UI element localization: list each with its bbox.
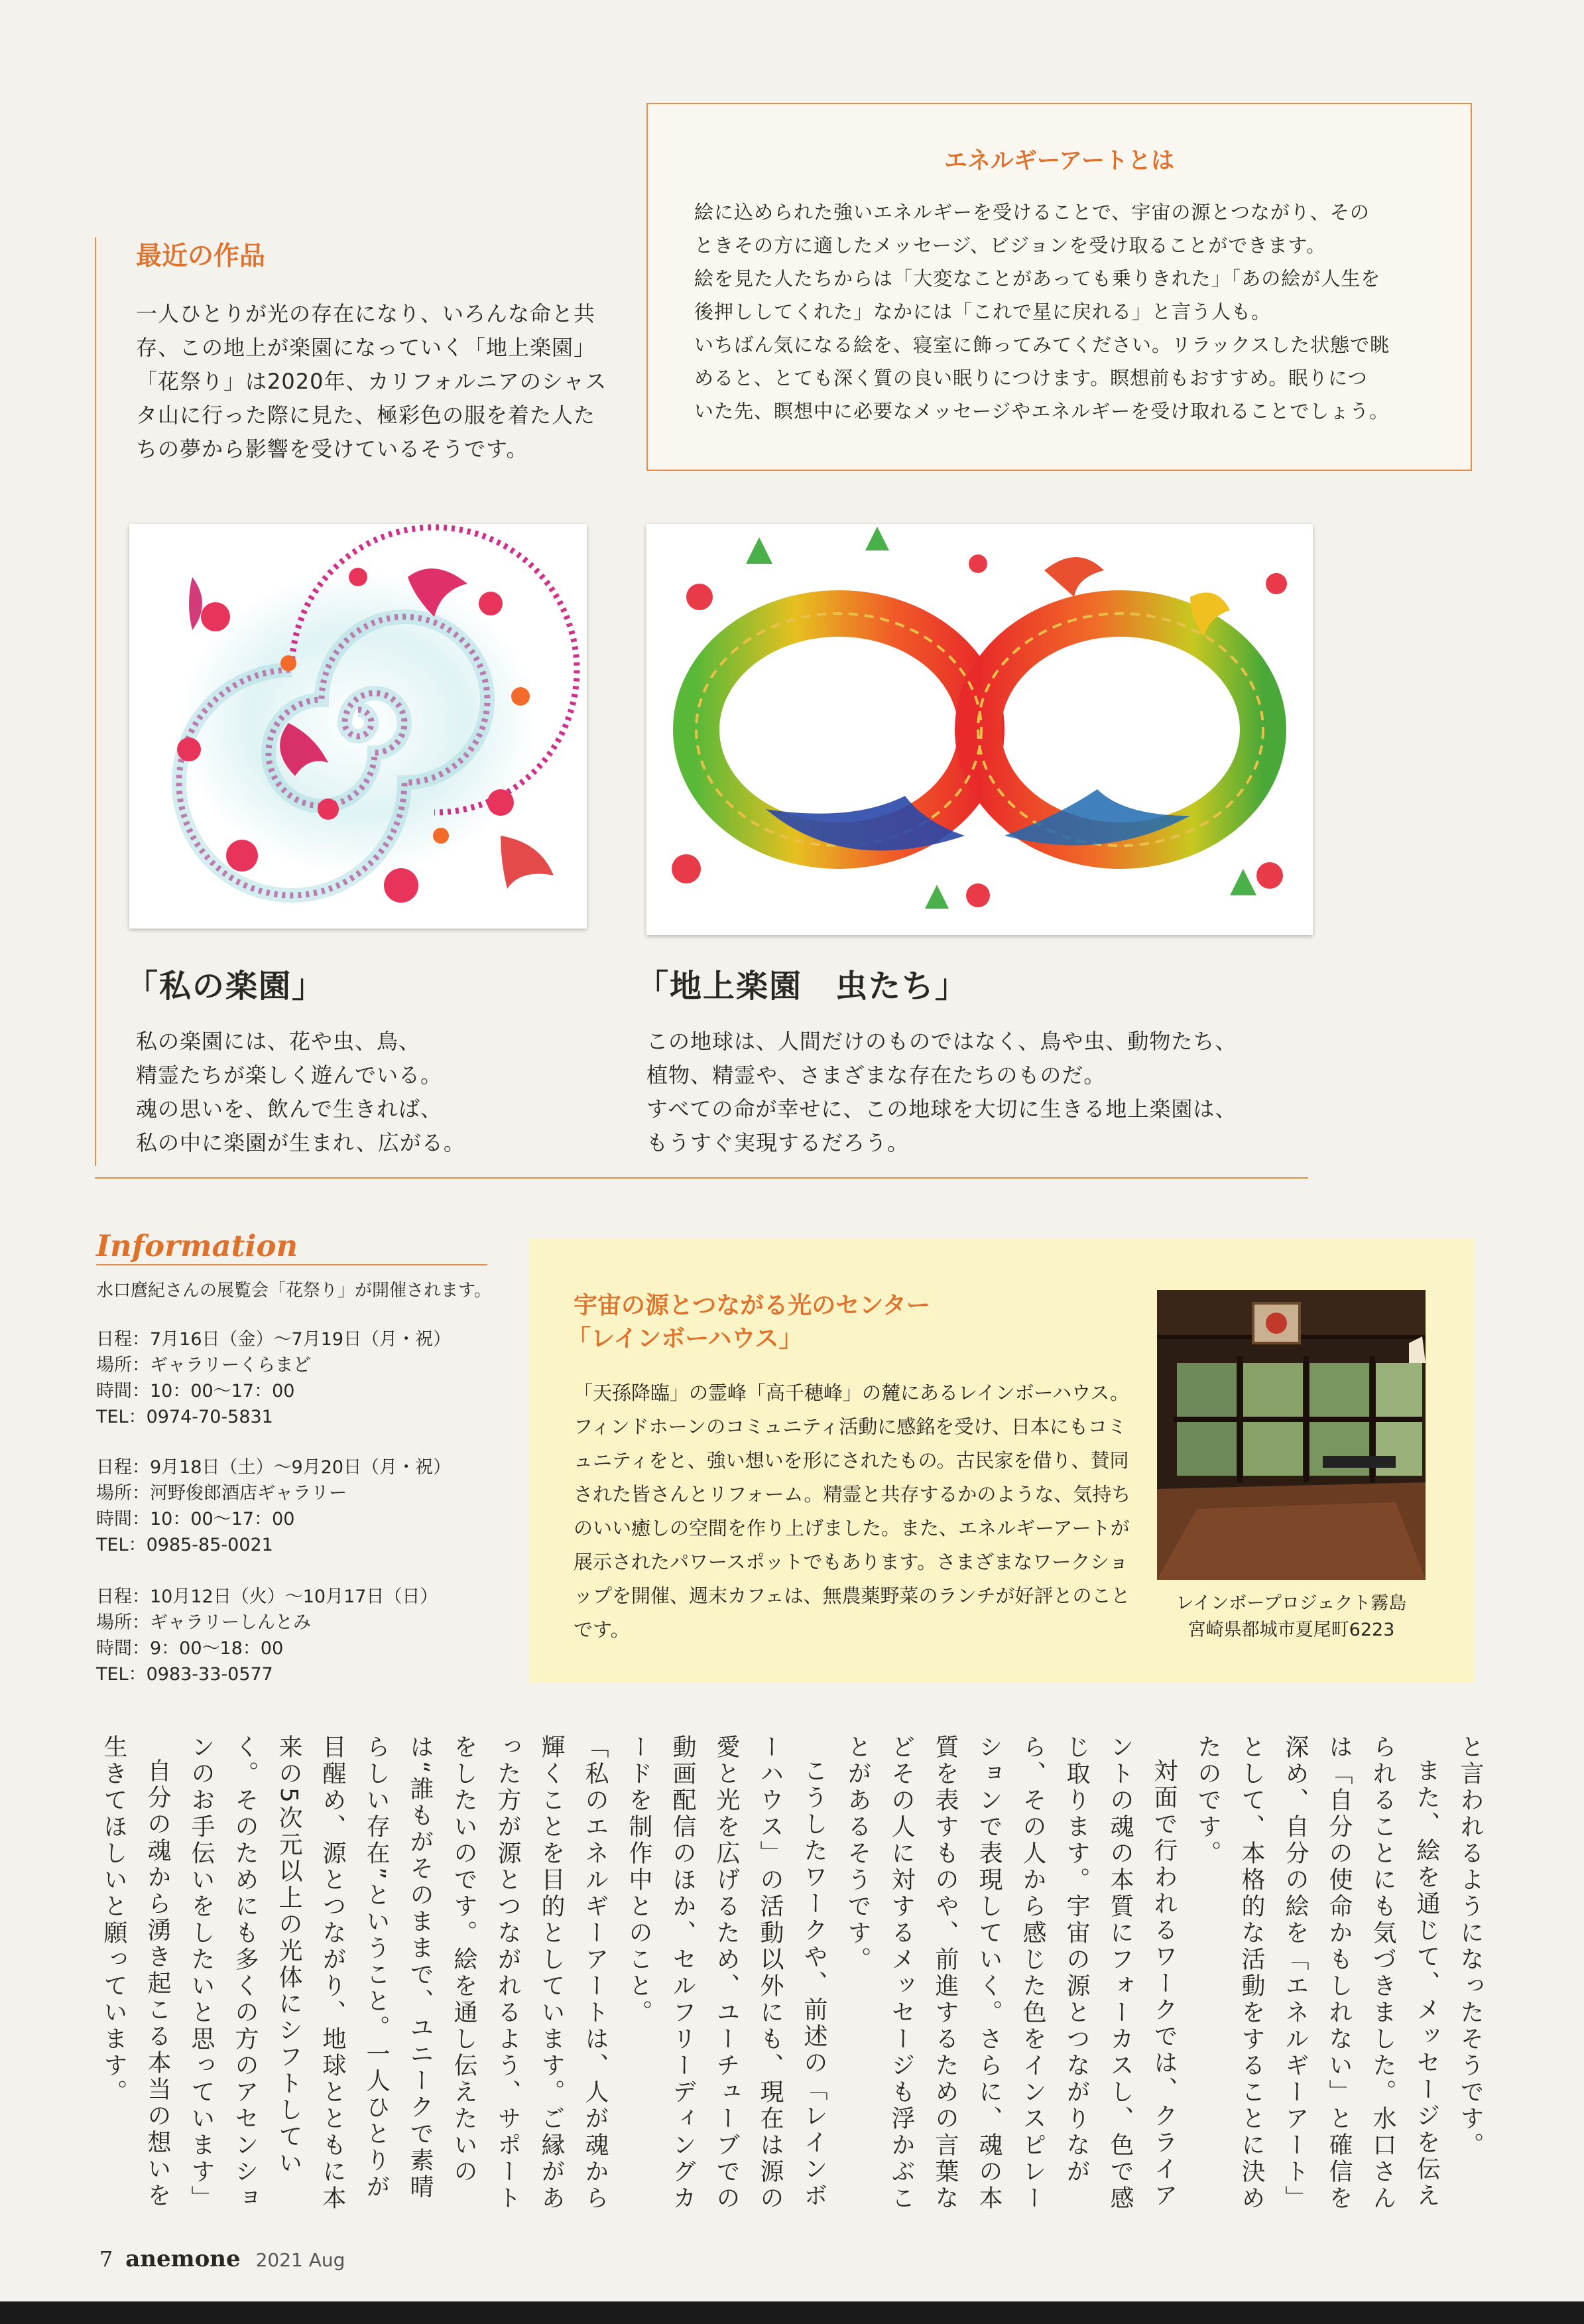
artwork-description-line: 植物、精霊や、さまざまな存在たちのものだ。 xyxy=(646,1063,1106,1088)
information-rule xyxy=(96,1264,487,1265)
event-place: 場所：河野俊郎酒店ギャラリー xyxy=(96,1483,347,1504)
page-number: 7 xyxy=(99,2246,113,2272)
event-time: 時間：10：00～17：00 xyxy=(96,1509,295,1529)
infinity-nature-artwork xyxy=(646,524,1313,935)
energy-art-line: いた先、瞑想中に必要なメッセージやエネルギーを受け取れることでしょう。 xyxy=(694,400,1390,422)
artwork-description-line: 私の中に楽園が生まれ、広がる。 xyxy=(136,1130,465,1155)
interior-photo-svg xyxy=(1157,1290,1426,1580)
artwork-title: 「地上楽園 虫たち」 xyxy=(637,968,969,1005)
energy-art-line: 絵に込められた強いエネルギーを受けることで、宇宙の源とつながり、その xyxy=(694,201,1370,224)
information-intro: 水口麿紀さんの展覧会「花祭り」が開催されます。 xyxy=(96,1281,491,1301)
photo-caption-line: 宮崎県都城市夏尾町6223 xyxy=(1188,1620,1395,1640)
energy-art-box xyxy=(646,103,1472,471)
article-paragraph: と言われるようになったそうです。 xyxy=(1457,1734,1484,2159)
event-tel: TEL：0985-85-0021 xyxy=(96,1535,273,1555)
rainbow-house-interior-photo xyxy=(1157,1290,1426,1580)
article-paragraph: 対面で行われるワークでは、クライアントの魂の本質にフォーカスし、色で感じ取ります。宇宙の源とつながりながら、その人から感じた色をインスピレーションで表現していく。さらに、魂の本質を表すものや、前進するための言葉などその人に対するメッセージも浮かぶことがあるそうです。 xyxy=(844,1734,1178,2212)
event-time: 時間：10：00～17：00 xyxy=(96,1381,295,1401)
energy-art-line: 後押ししてくれた」なかには「これで星に戻れる」と言う人も。 xyxy=(694,300,1272,323)
energy-art-line: 絵を見た人たちからは「大変なことがあっても乗りきれた」「あの絵が人生を xyxy=(694,267,1381,290)
recent-works-rule-horizontal xyxy=(95,1177,1308,1179)
artwork-description-line: すべての命が幸せに、この地球を大切に生きる地上楽園は、 xyxy=(646,1096,1237,1122)
issue-date: 2021 Aug xyxy=(255,2249,345,2271)
event-place: 場所：ギャラリーしんとみ xyxy=(96,1612,311,1633)
information-title: Information xyxy=(96,1228,298,1263)
article-paragraph: 「私のエネルギーアートは、人が魂から輝くことを目的としています。ご縁があった方が源とつながれるよう、サポートをしたいのです。絵を通し伝えたいのは“誰もがそのままで、ユニークで素晴らしい存在”ということ。一人ひとりが目醒め、源とつながり、地球とともに本来の5次元以上の光体にシフトしていく。そのためにも多くの方のアセンションのお手伝いをしたいと思っています」 xyxy=(188,1734,609,2212)
energy-art-line: めると、とても深く質の良い眠りにつけます。瞑想前もおすすめ。眠りにつ xyxy=(694,367,1368,389)
artwork-description xyxy=(646,1025,1310,1160)
artwork-title: 「私の楽園」 xyxy=(126,968,326,1005)
artwork-description-line: 私の楽園には、花や虫、鳥、 xyxy=(136,1029,421,1054)
photo-caption-line: レインボープロジェクト霧島 xyxy=(1176,1593,1407,1614)
page-footer xyxy=(99,2246,345,2272)
artwork-description-line: 魂の思いを、飲んで生きれば、 xyxy=(136,1096,443,1122)
energy-art-line: いちばん気になる絵を、寝室に飾ってみてください。リラックスした状態で眺 xyxy=(694,334,1390,356)
recent-works-body: 一人ひとりが光の存在になり、いろんな命と共存、この地上が楽園になっていく「地上楽園」「花祭り」は2020年、カリフォルニアのシャスタ山に行った際に見た、極彩色の服を着た人たちの夢から影響を受けているそうです。 xyxy=(136,301,607,462)
spiral-mandala-artwork xyxy=(129,524,587,929)
rainbow-house-title: 宇宙の源とつながる光のセンター xyxy=(574,1292,930,1319)
artwork-description-line: 精霊たちが楽しく遊んでいる。 xyxy=(136,1063,443,1088)
artwork-description xyxy=(136,1025,600,1160)
article-vertical-text xyxy=(100,1734,1492,2212)
energy-art-body xyxy=(694,196,1431,428)
event-place: 場所：ギャラリーくらまど xyxy=(96,1355,311,1376)
energy-art-title: エネルギーアートとは xyxy=(944,148,1175,174)
event-date: 日程：7月16日（金）～7月19日（月・祝） xyxy=(96,1329,452,1350)
magazine-name: anemone xyxy=(125,2246,241,2272)
exhibition-event xyxy=(96,1454,451,1558)
scan-edge xyxy=(0,2301,1584,2324)
rainbow-house-body: 「天孫降臨」の霊峰「高千穂峰」の麓にあるレインボーハウス。フィンドホーンのコミュニティ活動に感銘を受け、日本にもコミュニティをと、強い想いを形にされたもの。古民家を借り、賛同された皆さんとリフォーム。精霊と共存するかのような、気持ちのいい癒しの空間を作り上げました。また、エネルギーアートが展示されたパワースポットでもあります。さまざまなワークショップを開催、週末カフェは、無農薬野菜のランチが好評とのことです。 xyxy=(574,1382,1131,1641)
photo-caption xyxy=(1157,1590,1426,1644)
article-paragraph: また、絵を通じて、メッセージを伝えられることにも気づきました。水口さんは「自分の使命かもしれない」と確信を深め、自分の絵を「エネルギーアート」として、本格的な活動をすることに決めたのです。 xyxy=(1194,1734,1440,2212)
artwork-description-line: もうすぐ実現するだろう。 xyxy=(646,1130,910,1155)
event-tel: TEL：0983-33-0577 xyxy=(96,1664,273,1685)
energy-art-line: ときその方に適したメッセージ、ビジョンを受け取ることができます。 xyxy=(694,234,1327,257)
event-time: 時間：9：00～18：00 xyxy=(96,1638,284,1659)
event-date: 日程：10月12日（火）～10月17日（日） xyxy=(96,1586,438,1607)
event-date: 日程：9月18日（土）～9月20日（月・祝） xyxy=(96,1457,452,1478)
exhibition-event xyxy=(96,1584,438,1687)
infinity-svg xyxy=(646,524,1313,935)
article-paragraph: こうしたワークや、前述の「レインボーハウス」の活動以外にも、現在は源の愛と光を広げるため、ユーチューブでの動画配信のほか、セルフリーディングカードを制作中とのこと。 xyxy=(625,1734,827,2212)
rainbow-house-subtitle: 「レインボーハウス」 xyxy=(567,1325,803,1352)
article-paragraph: 自分の魂から湧き起こる本当の想いを生きてほしいと願っています。 xyxy=(100,1734,171,2209)
artwork-description-line: この地球は、人間だけのものではなく、鳥や虫、動物たち、 xyxy=(646,1029,1237,1054)
recent-works-rule-vertical xyxy=(95,237,96,1166)
recent-works-title: 最近の作品 xyxy=(136,241,266,271)
event-tel: TEL：0974-70-5831 xyxy=(96,1407,273,1427)
spiral-mandala-svg xyxy=(129,524,587,929)
exhibition-event xyxy=(96,1326,451,1430)
